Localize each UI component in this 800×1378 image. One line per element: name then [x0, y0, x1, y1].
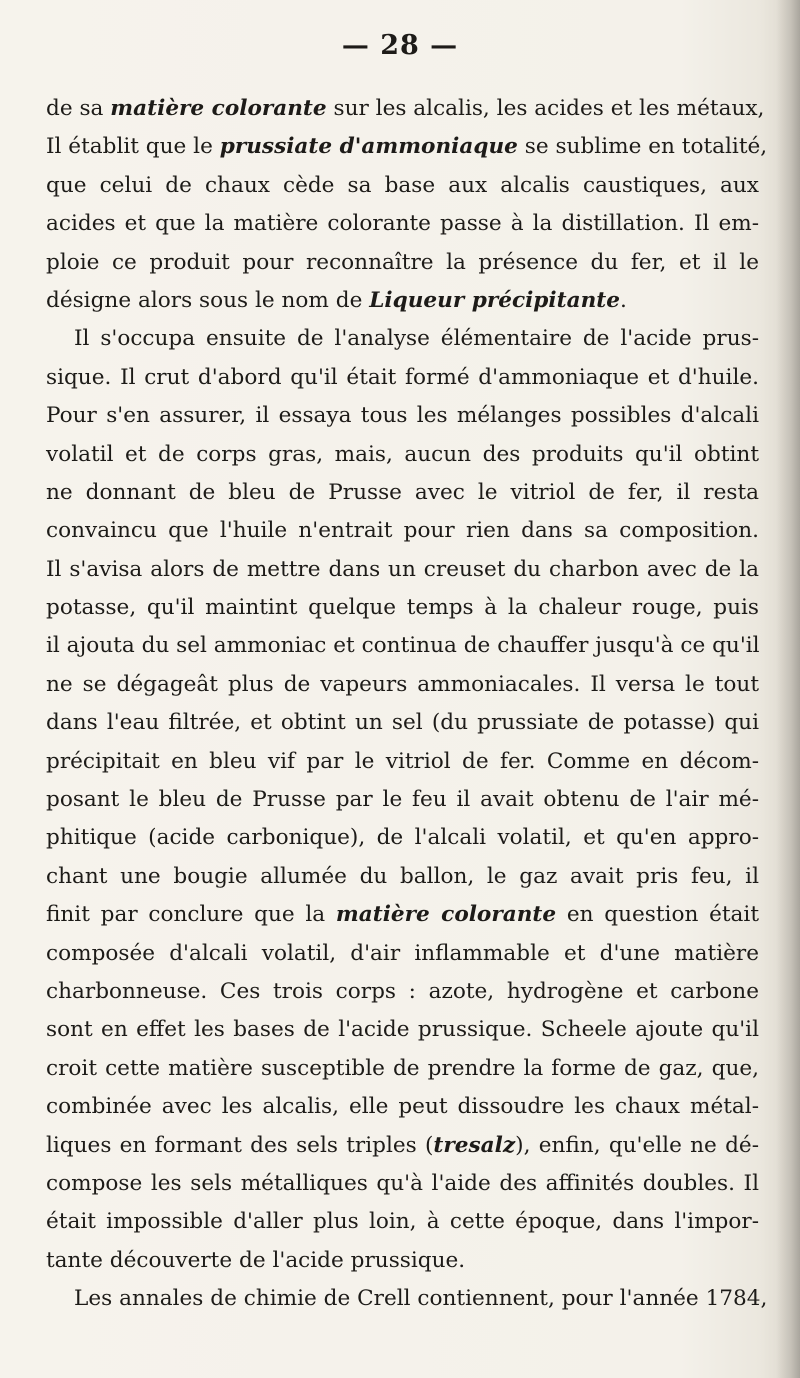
text-segment: sique. Il crut d'abord qu'il était formé d'ammoniaque et d'huile. [46, 364, 759, 390]
text-segment: convaincu que l'huile n'entrait pour rien dans sa composition. [46, 518, 759, 544]
text-segment: composée d'alcali volatil, d'air inflammable et d'une matière [46, 940, 759, 966]
text-segment: . [619, 287, 627, 313]
text-segment: phitique (acide carbonique), de l'alcali volatil, et qu'en appro- [46, 825, 759, 851]
text-segment: en question était [556, 902, 759, 928]
text-line [46, 359, 759, 397]
text-line [46, 935, 759, 973]
text-segment: posant le bleu de Prusse par le feu il avait obtenu de l'air mé- [46, 787, 759, 813]
text-segment: se sublime en totalité, [517, 134, 768, 160]
text-line [46, 90, 765, 128]
text-segment: Les annales de chimie de Crell contiennent, pour l'année 1784, [74, 1286, 768, 1312]
text-segment: ), enfin, qu'elle ne dé- [515, 1132, 759, 1158]
text-segment: Il s'occupa ensuite de l'analyse élémentaire de l'acide prus- [74, 326, 759, 352]
text-segment: acides et que la matière colorante passe à la distillation. Il em- [46, 211, 759, 237]
text-segment: finit par conclure que la [46, 902, 336, 928]
text-line [46, 1280, 768, 1318]
text-line [46, 1165, 759, 1203]
text-segment: tante découverte de l'acide prussique. [46, 1247, 466, 1273]
text-line [46, 781, 759, 819]
text-segment: chant une bougie allumée du ballon, le gaz avait pris feu, il [46, 863, 759, 889]
text-segment: ne donnant de bleu de Prusse avec le vitriol de fer, il resta [46, 479, 759, 505]
text-segment: combinée avec les alcalis, elle peut dissoudre les chaux métal- [46, 1094, 759, 1120]
text-segment: liques en formant des sels triples ( [46, 1132, 434, 1158]
text-segment: croit cette matière susceptible de prendre la forme de gaz, que, [46, 1055, 759, 1081]
text-line [46, 666, 759, 704]
text-segment: sont en effet les bases de l'acide prussique. Scheele ajoute qu'il [46, 1017, 759, 1043]
text-segment: Il s'avisa alors de mettre dans un creuset du charbon avec de la [46, 556, 759, 582]
text-line [46, 704, 759, 742]
text-line [46, 1050, 759, 1088]
text-line [46, 1127, 759, 1165]
text-segment: potasse, qu'il maintint quelque temps à la chaleur rouge, puis [46, 595, 759, 621]
text-segment: compose les sels métalliques qu'à l'aide des affinités doubles. Il [46, 1170, 759, 1196]
text-line [46, 128, 768, 166]
page-edge-shadow [776, 0, 800, 1378]
italic-term: prussiate d'ammoniaque [219, 134, 518, 160]
text-segment: Pour s'en assurer, il essaya tous les mélanges possibles d'alcali [46, 403, 759, 429]
text-line [46, 282, 759, 320]
text-segment: de sa [46, 96, 111, 121]
page-body-text [46, 90, 768, 1319]
text-line [46, 627, 759, 665]
italic-term: matière colorante [110, 96, 327, 121]
text-segment: charbonneuse. Ces trois corps : azote, hydrogène et carbone [46, 978, 759, 1004]
page-number: — 28 — [341, 30, 459, 61]
text-line [46, 819, 759, 857]
text-line [46, 205, 759, 243]
text-line [46, 1088, 759, 1126]
text-segment: Il établit que le [46, 134, 220, 160]
text-line [46, 973, 759, 1011]
text-segment: précipitait en bleu vif par le vitriol de fer. Comme en décom- [46, 748, 759, 774]
text-segment: ploie ce produit pour reconnaître la présence du fer, et il le [46, 249, 759, 275]
text-line [46, 1011, 759, 1049]
text-line [46, 589, 759, 627]
text-segment: ne se dégageât plus de vapeurs ammoniacales. Il versa le tout [46, 671, 759, 697]
italic-term: matière colorante [335, 902, 557, 928]
italic-term: tresalz [433, 1132, 516, 1158]
text-line [46, 436, 759, 474]
text-segment: sur les alcalis, les acides et les métaux, [326, 96, 765, 121]
text-line [46, 1242, 759, 1280]
text-line [46, 244, 759, 282]
text-segment: désigne alors sous le nom de [46, 287, 370, 313]
text-line [46, 512, 759, 550]
text-line [46, 858, 759, 896]
text-segment: était impossible d'aller plus loin, à cette époque, dans l'impor- [46, 1209, 759, 1235]
text-segment: dans l'eau filtrée, et obtint un sel (du prussiate de potasse) qui [46, 710, 759, 736]
text-line [46, 1203, 759, 1241]
text-line [46, 743, 759, 781]
text-line [46, 474, 759, 512]
text-line [46, 551, 759, 589]
text-segment: volatil et de corps gras, mais, aucun des produits qu'il obtint [46, 441, 759, 467]
text-line [46, 320, 759, 358]
text-line [46, 167, 759, 205]
text-segment: il ajouta du sel ammoniac et continua de chauffer jusqu'à ce qu'il [46, 633, 760, 659]
text-line [46, 896, 759, 934]
text-segment: que celui de chaux cède sa base aux alcalis caustiques, aux [46, 172, 759, 198]
text-line [46, 397, 759, 435]
italic-term: Liqueur précipitante [369, 287, 620, 313]
